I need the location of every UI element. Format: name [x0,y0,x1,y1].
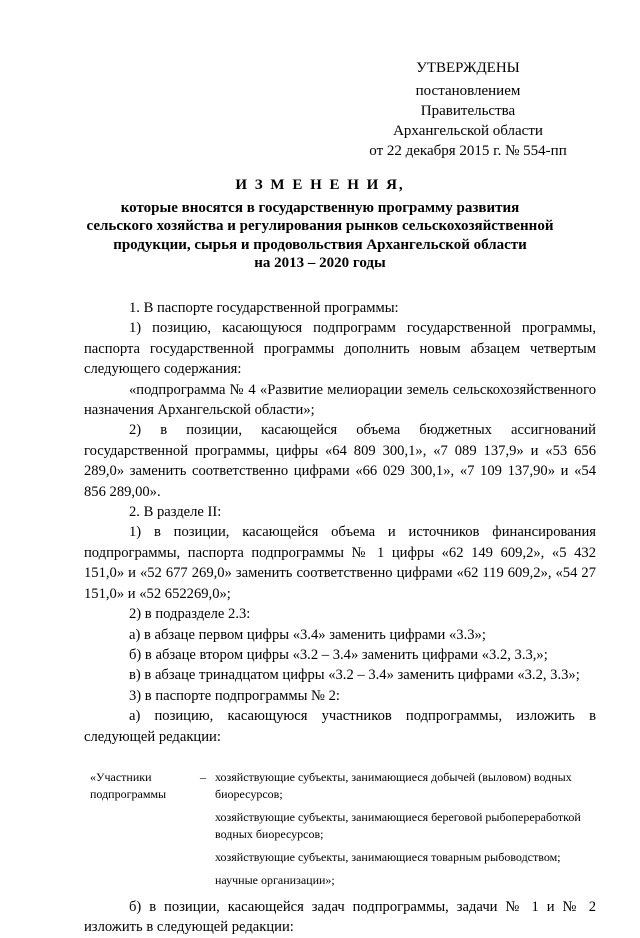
paragraph: «подпрограмма № 4 «Развитие мелиорации земель сельскохозяйственного назначения Архангельской области»; [84,381,596,419]
paragraph: 2. В разделе II: [129,504,222,521]
paragraph: 2) в позиции, касающейся объема бюджетных ассигнований государственной программы, цифры «64 809 300,1», «7 089 137,9» и «53 656 289,0» заменить соответственно цифрами «66 029 300,1», «7 109 137,90» и «54 856 289,00». [84,422,596,500]
title-line-2: сельского хозяйства и регулирования рынков сельскохозяйственной [86,218,554,234]
paragraph: б) в абзаце втором цифры «3.2 – 3.4» заменить цифрами «3.2, 3.3,»; [129,646,548,663]
participants-list [215,769,615,895]
list-item: хозяйствующие субъекты, занимающиеся товарным рыбоводством; [215,849,561,864]
document-title [60,176,580,273]
paragraph: 1. В паспорте государственной программы: [129,300,399,316]
approved-region: Архангельской области [393,123,543,139]
paragraph: б) в позиции, касающейся задач подпрограммы, задачи № 1 и № 2 изложить в следующей редакции: [84,898,596,936]
paragraph: в) в абзаце тринадцатом цифры «3.2 – 3.4» заменить цифрами «3.2, 3.3»; [129,667,580,684]
approval-stamp [368,58,568,161]
participants-table [90,769,596,887]
paragraph: 1) в позиции, касающейся объема и источников финансирования подпрограммы, паспорта подпрограммы № 1 цифры «62 149 609,2», «5 432 151,0» и «52 677 269,0» заменить соответственно цифрами «62 119 609,2», «54 27 151,0» и «52 652269,0»; [84,524,596,602]
list-item: хозяйствующие субъекты, занимающиеся береговой рыбопереработкой водных биоресурсов; [215,809,581,841]
title-line-3: продукции, сырья и продовольствия Архангельской области [113,236,527,253]
paragraph: 1) позицию, касающуюся подпрограмм государственной программы, паспорта государственной программы дополнить новым абзацем четвертым следующего содержания: [84,320,596,378]
title-line-4: на 2013 – 2020 годы [254,255,386,271]
list-item: научные организации»; [215,872,335,887]
document-body [84,298,596,938]
participants-label: «Участники подпрограммы [90,769,167,801]
approved-label: УТВЕРЖДЕНЫ [416,60,520,76]
approved-by: постановлением Правительства [415,83,521,119]
list-item: хозяйствующие субъекты, занимающиеся добычей (выловом) водных биоресурсов; [215,769,572,801]
title-heading: И З М Е Н Е Н И Я, [235,177,405,193]
table-dash: – [200,769,206,784]
paragraph: а) в абзаце первом цифры «3.4» заменить цифрами «3.3»; [129,626,486,643]
paragraph: 2) в подразделе 2.3: [129,606,251,623]
approved-date: от 22 декабря 2015 г. № 554-пп [369,143,567,159]
title-line-1: которые вносятся в государственную программу развития [120,199,520,216]
paragraph: 3) в паспорте подпрограммы № 2: [129,687,340,704]
paragraph: а) позицию, касающуюся участников подпрограммы, изложить в следующей редакции: [84,708,596,745]
